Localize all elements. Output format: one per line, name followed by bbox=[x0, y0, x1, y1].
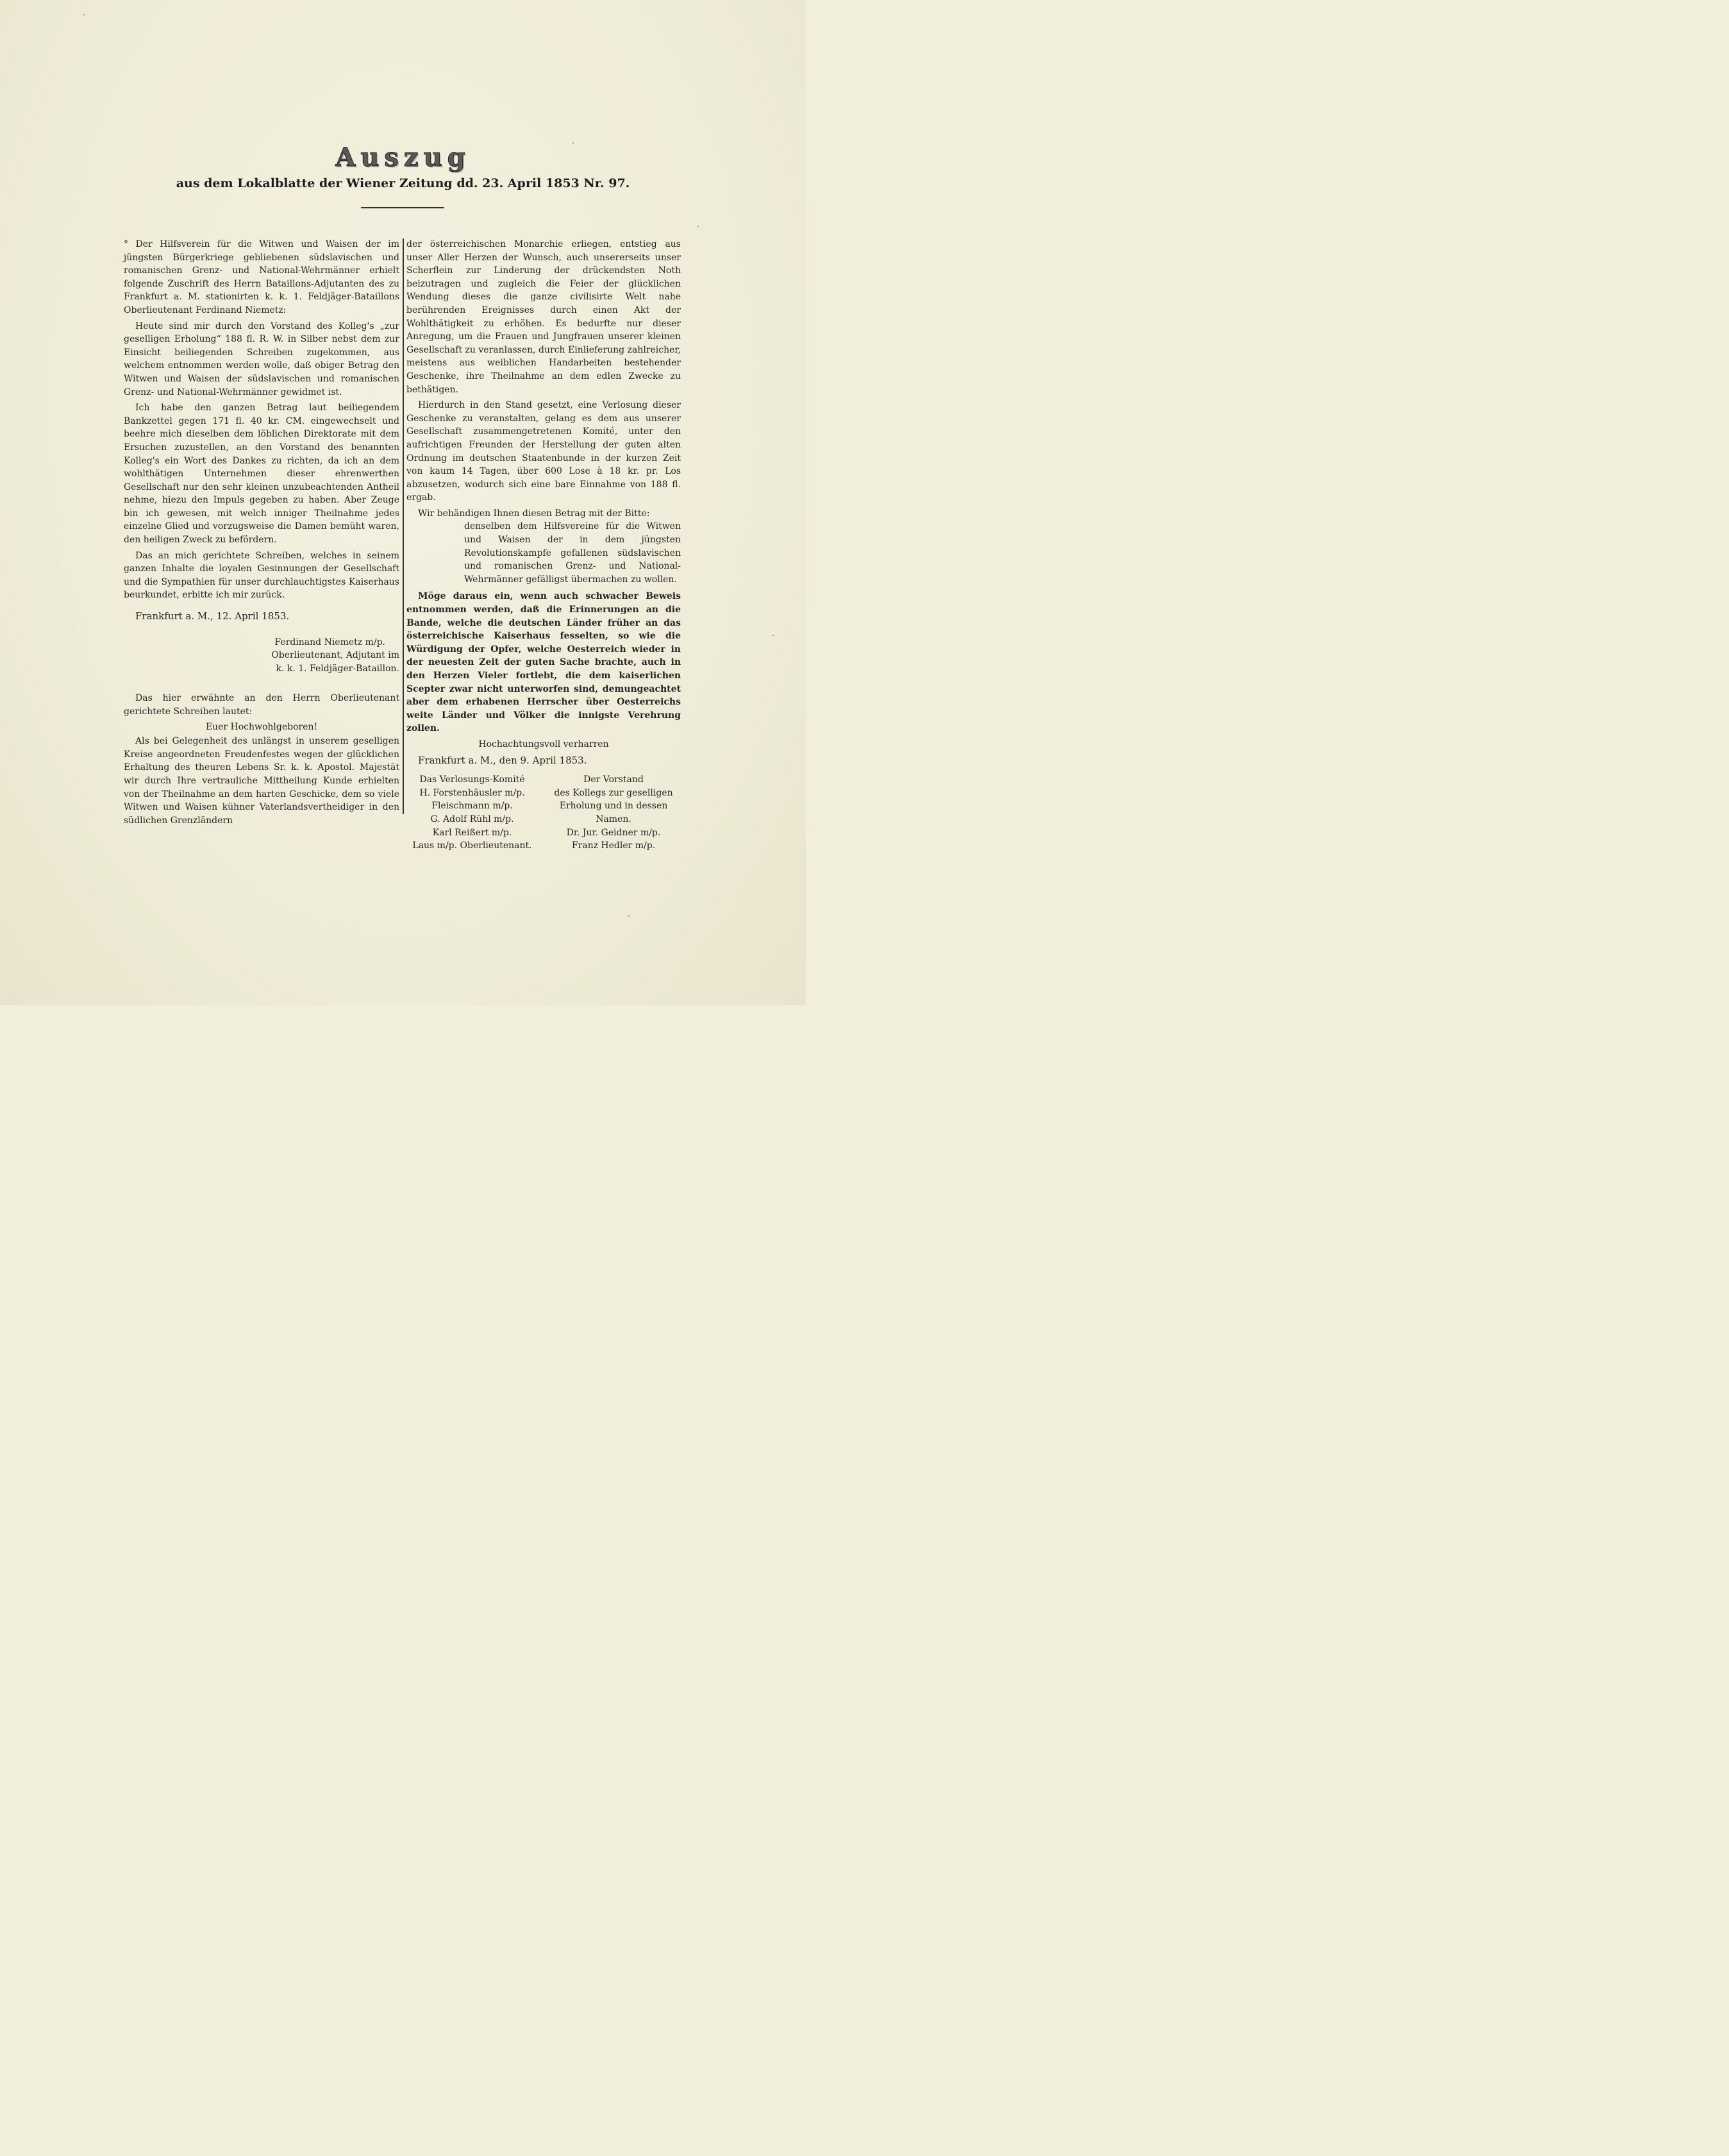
paper-speck bbox=[83, 14, 85, 15]
closing-line: Hochachtungsvoll verharren bbox=[478, 739, 609, 749]
paper-speck bbox=[572, 142, 574, 144]
signature-line: k. k. 1. Feldjäger-Bataillon. bbox=[276, 663, 399, 674]
paragraph: Das hier erwähnte an den Herrn Oberlieutenant gerichtete Schreiben lautet: bbox=[124, 693, 399, 717]
signature-line: Karl Reißert m/p. bbox=[432, 827, 512, 838]
board-signatures bbox=[546, 773, 681, 853]
paragraph: Heute sind mir durch den Vorstand des Kolleg's „zur geselligen Erholung“ 188 fl. R. W. in Silber nebst dem zur Einsicht beiliegenden Schreiben zugekommen, aus welchem entnommen werden wolle, daß obiger Betrag den Witwen und Waisen der südslavischen und romanischen Grenz- und National-Wehrmänner gewidmet ist. bbox=[124, 321, 399, 397]
paragraph: Ich habe den ganzen Betrag laut beiliegendem Bankzettel gegen 171 fl. 40 kr. CM. eingewechselt und beehre mich dieselben dem löblichen Direktorate mit dem Ersuchen zuzustellen, an den Vorstand des benannten Kolleg's ein Wort des Dankes zu richten, da ich an dem wohlthätigen Unternehmen dieser ehrenwerthen Gesellschaft nur den sehr kleinen unzubeachtenden Antheil nehme, hiezu den Impuls gegeben zu haben. Aber Zeuge bin ich gewesen, mit welch inniger Theilnahme jedes einzelne Glied und vorzugsweise die Damen bemüht waren, den heiligen Zweck zu befördern. bbox=[124, 403, 399, 546]
right-column bbox=[406, 238, 681, 853]
letter-date: Frankfurt a. M., 12. April 1853. bbox=[135, 610, 290, 623]
paragraph: Das an mich gerichtete Schreiben, welches in seinem ganzen Inhalte die loyalen Gesinnungen der Gesellschaft und die Sympathien für unser durchlauchtigstes Kaiserhaus beurkundet, erbitte ich mir zurück. bbox=[124, 550, 399, 601]
document-page bbox=[0, 0, 806, 1005]
salutation: Euer Hochwohlgeboren! bbox=[205, 721, 318, 732]
paragraph: Hierdurch in den Stand gesetzt, eine Verlosung dieser Geschenke zu veranstalten, gelang es dem aus unserer Gesellschaft zusammengetretenen Komité, unter den aufrichtigen Freunden der Herstellung der guten alten Ordnung im deutschen Staatenbunde in der kurzen Zeit von kaum 14 Tagen, über 600 Lose à 18 kr. pr. Los abzusetzen, wodurch sich eine bare Einnahme von 188 fl. ergab. bbox=[406, 400, 681, 503]
signature-line: Der Vorstand bbox=[583, 774, 644, 785]
signature-line: Erholung und in dessen bbox=[559, 801, 668, 812]
intro-paragraph: ° Der Hilfsverein für die Witwen und Waisen der im jüngsten Bürgerkriege gebliebenen südslavischen und romanischen Grenz- und National-Wehrmänner erhielt folgende Zuschrift des Herrn Bataillons-Adjutanten des zu Frankfurt a. M. stationirten k. k. 1. Feldjäger-Bataillons Oberlieutenant Ferdinand Niemetz: bbox=[124, 239, 399, 315]
signature-line: G. Adolf Rühl m/p. bbox=[430, 814, 514, 824]
signature-line: Das Verlosungs-Komité bbox=[419, 774, 525, 785]
bold-paragraph: Möge daraus ein, wenn auch schwacher Beweis entnommen werden, daß die Erinnerungen an die Bande, welche die deutschen Länder früher an das österreichische Kaiserhaus fesselten, so wie die Würdigung der Opfer, welche Oesterreich wieder in der neuesten Zeit der guten Sache brachte, auch in den Herzen Vieler fortlebt, die dem kaiserlichen Scepter zwar nicht unterworfen sind, demungeachtet aber dem erhabenen Herrscher über Oesterreichs weite Länder und Völker die innigste Verehrung zollen. bbox=[406, 591, 681, 734]
signature-line: Dr. Jur. Geidner m/p. bbox=[566, 827, 661, 838]
signature-line: H. Forstenhäusler m/p. bbox=[419, 787, 525, 798]
signature-line: Namen. bbox=[596, 814, 631, 824]
signature-line: Oberlieutenant, Adjutant im bbox=[271, 650, 399, 661]
page-title: Auszug bbox=[335, 142, 471, 172]
indented-request: denselben dem Hilfsvereine für die Witwen und Waisen der in dem jüngsten Revolutionskampfe gefallenen südslavischen und romanischen Grenz- und National-Wehrmänner gefälligst übermachen zu wollen. bbox=[464, 521, 681, 585]
signatures-table bbox=[406, 773, 681, 853]
paper-speck bbox=[628, 915, 630, 917]
signature-line: des Kollegs zur geselligen bbox=[554, 787, 673, 798]
paragraph: der österreichischen Monarchie erliegen, entstieg aus unser Aller Herzen der Wunsch, auch unsererseits unser Scherflein zur Linderung der drückendsten Noth beizutragen und zugleich die Feier der glücklichen Wendung dieses die ganze civilisirte Welt nahe berührenden Ereignisses durch einen Akt der Wohlthätigkeit zu erhöhen. Es bedurfte nur dieser Anregung, um die Frauen und Jungfrauen unserer kleinen Gesellschaft zu veranlassen, durch Einlieferung zahlreicher, meistens aus weiblichen Handarbeiten bestehender Geschenke, ihre Theilnahme an dem edlen Zwecke zu bethätigen. bbox=[406, 239, 681, 395]
signature-line: Franz Hedler m/p. bbox=[571, 840, 656, 851]
page-subtitle: aus dem Lokalblatte der Wiener Zeitung dd. 23. April 1853 Nr. 97. bbox=[176, 176, 630, 190]
paragraph: Wir behändigen Ihnen diesen Betrag mit der Bitte: bbox=[418, 508, 650, 519]
column-divider bbox=[403, 238, 404, 814]
paper-speck bbox=[697, 226, 699, 227]
signature-line: Ferdinand Niemetz m/p. bbox=[274, 637, 385, 648]
paper-speck bbox=[773, 635, 774, 636]
left-column bbox=[124, 238, 399, 827]
signature-line: Laus m/p. Oberlieutenant. bbox=[412, 840, 532, 851]
signature-block bbox=[124, 636, 399, 676]
signature-line: Fleischmann m/p. bbox=[431, 801, 513, 812]
committee-signatures bbox=[406, 773, 538, 853]
paragraph: Als bei Gelegenheit des unlängst in unserem geselligen Kreise angeordneten Freudenfestes wegen der glücklichen Erhaltung des theuren Lebens Sr. k. k. Apostol. Majestät wir durch Ihre vertrauliche Mittheilung Kunde erhielten von der Theilnahme an dem harten Geschicke, dem so viele Witwen und Waisen kühner Vaterlandsvertheidiger in den südlichen Grenzländern bbox=[124, 736, 399, 826]
letter-date: Frankfurt a. M., den 9. April 1853. bbox=[418, 754, 587, 766]
title-divider bbox=[361, 207, 444, 208]
